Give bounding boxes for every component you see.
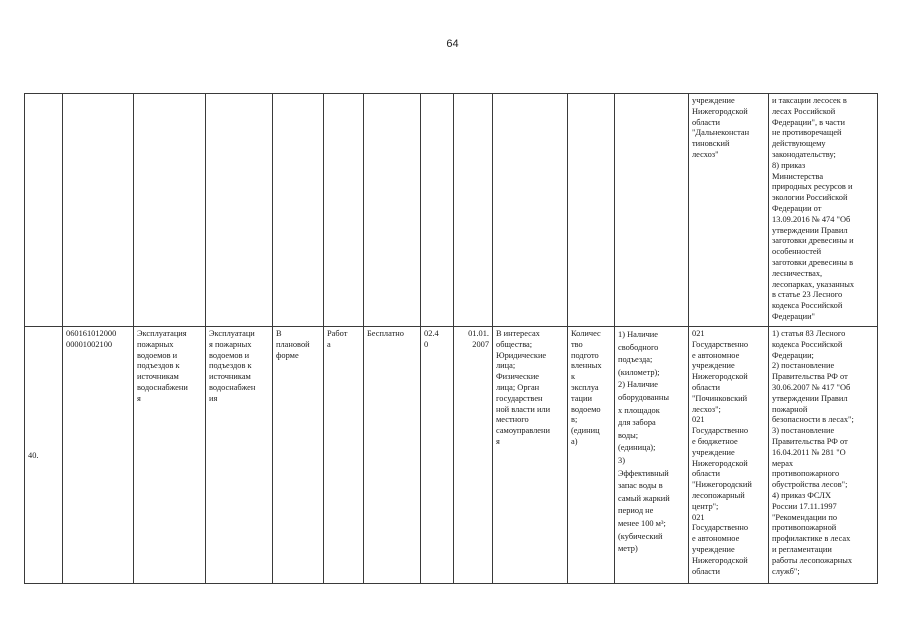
form-cell xyxy=(273,94,324,327)
type-cell xyxy=(324,94,364,327)
form-cell: В плановой форме xyxy=(273,327,324,584)
service-name-cell xyxy=(134,94,206,327)
table-row xyxy=(25,327,878,584)
service-name-cell: Эксплуатация пожарных водоемов и подъездов к источникам водоснабжени я xyxy=(134,327,206,584)
date-cell: 01.01. 2007 xyxy=(454,327,493,584)
legal-acts-cell: 1) статья 83 Лесного кодекса Российской Федерации; 2) постановление Правительства РФ от 30.06.2007 № 417 "Об утверждении Правил пожарной безопасности в лесах"; 3) постановление Правительства РФ от 16.04.2011 № 281 "О мерах противопожарного обустройства лесов"; 4) приказ ФСЛХ России 17.11.1997 "Рекомендации по противопожарной профилактике в лесах и регламентации работы лесопожарных служб"; xyxy=(769,327,878,584)
type-cell: Работ а xyxy=(324,327,364,584)
quality-indicator-cell xyxy=(615,94,689,327)
row-number-cell xyxy=(25,94,63,327)
table-row xyxy=(25,94,878,327)
legal-acts-cell: и таксации лесосек в лесах Российской Федерации", в части не противоречащей действующему законодательству; 8) приказ Министерства природных ресурсов и экологии Российской Федерации от 13.09.2016 № 474 "Об утверждении Правил заготовки древесины и особенностей заготовки древесины в лесничествах, лесопарках, указанных в статье 23 Лесного кодекса Российской Федерации" xyxy=(769,94,878,327)
volume-indicator-cell xyxy=(568,94,615,327)
row-number-cell: 40. xyxy=(25,327,63,584)
payment-cell: Бесплатно xyxy=(364,327,421,584)
payment-cell xyxy=(364,94,421,327)
registry-table xyxy=(24,93,878,584)
registry-code-cell: 060161012000 00001002100 xyxy=(63,327,134,584)
page-number: 64 xyxy=(446,38,459,50)
registry-code-cell xyxy=(63,94,134,327)
volume-indicator-cell: Количес тво подгото вленных к эксплуа тации водоемо в; (единиц а) xyxy=(568,327,615,584)
institutions-cell: учреждение Нижегородской области "Дальнеконстан тиновский лесхоз" xyxy=(689,94,769,327)
okved-cell: 02.4 0 xyxy=(421,327,454,584)
work-content-cell: Эксплуатаци я пожарных водоемов и подъездов к источникам водоснабжен ия xyxy=(206,327,273,584)
okved-cell xyxy=(421,94,454,327)
quality-indicator-cell: 1) Наличие свободного подъезда; (километр); 2) Наличие оборудованны х площадок для забора воды; (единица); 3) Эффективный запас воды в самый жаркий период не менее 100 м³; (кубический метр) xyxy=(615,327,689,584)
consumers-cell xyxy=(493,94,568,327)
work-content-cell xyxy=(206,94,273,327)
date-cell xyxy=(454,94,493,327)
institutions-cell: 021 Государственно е автономное учреждение Нижегородской области "Починковский лесхоз"; 021 Государственно е бюджетное учреждение Нижегородской области "Нижегородский лесопожарный центр"; 021 Государственно е автономное учреждение Нижегородской области xyxy=(689,327,769,584)
consumers-cell: В интересах общества; Юридические лица; Физические лица; Орган государствен ной власти или местного самоуправлени я xyxy=(493,327,568,584)
